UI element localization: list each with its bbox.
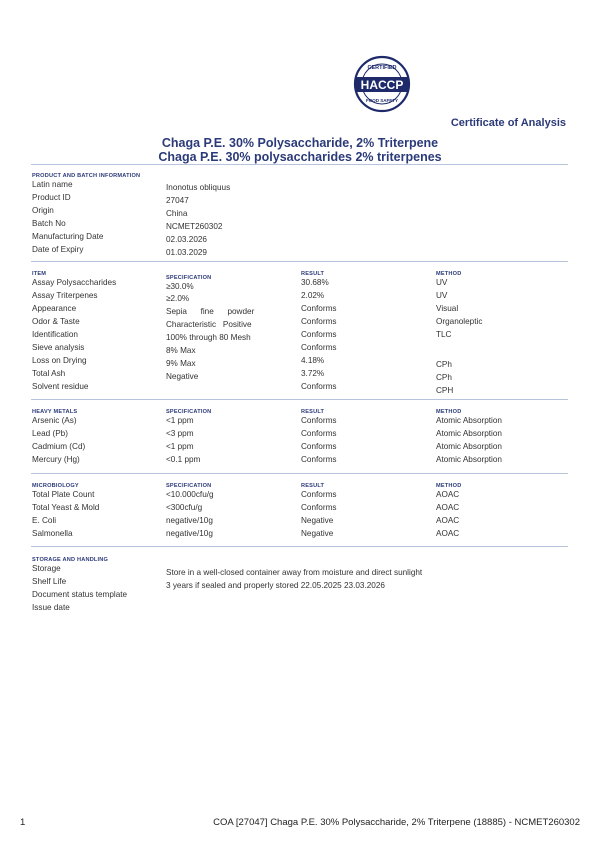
metal-result: Conforms — [301, 442, 337, 451]
spec-item: Sieve analysis — [32, 343, 85, 352]
spec-value: ≥2.0% — [166, 294, 190, 303]
batch-label: Product ID — [32, 193, 71, 202]
spec-result: Conforms — [301, 317, 337, 326]
batch-label: Origin — [32, 206, 54, 215]
logo-bottom-text: FOOD SAFETY — [365, 98, 399, 103]
spec-value: 100% through 80 Mesh — [166, 333, 251, 342]
col-header-method: METHOD — [436, 271, 462, 277]
micro-item: Total Yeast & Mold — [32, 503, 100, 512]
spec-method: UV — [436, 278, 448, 287]
spec-item: Appearance — [32, 304, 77, 313]
batch-value: 02.03.2026 — [166, 235, 207, 244]
batch-label: Batch No — [32, 219, 66, 228]
col-header-result: RESULT — [301, 409, 325, 415]
micro-method: AOAC — [436, 503, 460, 512]
spec-method: UV — [436, 291, 448, 300]
micro-spec: <10.000cfu/g — [166, 490, 214, 499]
micro-method: AOAC — [436, 490, 460, 499]
spec-item: Assay Triterpenes — [32, 291, 98, 300]
divider — [31, 164, 568, 165]
spec-item: Odor & Taste — [32, 317, 80, 326]
spec-item: Solvent residue — [32, 382, 89, 391]
micro-item: Salmonella — [32, 529, 73, 538]
batch-value: NCMET260302 — [166, 222, 223, 231]
col-header-result: RESULT — [301, 483, 325, 489]
metal-method: Atomic Absorption — [436, 455, 502, 464]
batch-value: Inonotus obliquus — [166, 183, 231, 192]
col-header-specification: SPECIFICATION — [166, 409, 212, 415]
spec-item: Total Ash — [32, 369, 66, 378]
spec-item: Assay Polysaccharides — [32, 278, 117, 287]
metal-method: Atomic Absorption — [436, 442, 502, 451]
micro-spec: negative/10g — [166, 529, 213, 538]
spec-result: Conforms — [301, 343, 337, 352]
metal-result: Conforms — [301, 416, 337, 425]
spec-result: Conforms — [301, 382, 337, 391]
col-header-method: METHOD — [436, 483, 462, 489]
storage-label: Storage — [32, 564, 61, 573]
metal-item: Arsenic (As) — [32, 416, 77, 425]
col-header-heavy-metals: HEAVY METALS — [32, 409, 78, 415]
spec-item: Identification — [32, 330, 78, 339]
micro-method: AOAC — [436, 529, 460, 538]
metal-spec: <1 ppm — [166, 442, 194, 451]
product-name-line-1: Chaga P.E. 30% Polysaccharide, 2% Triterpene — [161, 136, 439, 150]
spec-result: 30.68% — [301, 278, 329, 287]
spec-value: Negative — [166, 372, 199, 381]
col-header-item: ITEM — [32, 271, 47, 277]
divider — [31, 546, 568, 547]
micro-item: E. Coli — [32, 516, 57, 525]
metal-result: Conforms — [301, 455, 337, 464]
storage-value: Store in a well-closed container away from moisture and direct sunlight — [166, 568, 423, 577]
col-header-method: METHOD — [436, 409, 462, 415]
metal-method: Atomic Absorption — [436, 429, 502, 438]
spec-value: Characteristic Positive — [166, 320, 252, 329]
spec-method: TLC — [436, 330, 452, 339]
issue-date-label: Issue date — [32, 603, 70, 612]
spec-result: 4.18% — [301, 356, 325, 365]
metal-item: Lead (Pb) — [32, 429, 68, 438]
spec-method: Visual — [436, 304, 459, 313]
metal-spec: <1 ppm — [166, 416, 194, 425]
page-number: 1 — [20, 817, 26, 828]
spec-value: 8% Max — [166, 346, 196, 355]
micro-result: Negative — [301, 529, 334, 538]
spec-method: CPh — [436, 360, 452, 369]
batch-label: Date of Expiry — [32, 245, 84, 254]
col-header-result: RESULT — [301, 271, 325, 277]
spec-result: 2.02% — [301, 291, 325, 300]
spec-method: CPH — [436, 386, 454, 395]
micro-spec: negative/10g — [166, 516, 213, 525]
document-title: Certificate of Analysis — [450, 117, 566, 129]
spec-item: Loss on Drying — [32, 356, 87, 365]
batch-label: Latin name — [32, 180, 73, 189]
micro-method: AOAC — [436, 516, 460, 525]
haccp-logo — [353, 55, 411, 113]
metal-item: Mercury (Hg) — [32, 455, 80, 464]
footer-text: COA [27047] Chaga P.E. 30% Polysaccharide, 2% Triterpene (18885) - NCMET260302 — [213, 817, 580, 828]
metal-spec: <3 ppm — [166, 429, 194, 438]
document-status-label: Document status template — [32, 590, 128, 599]
spec-method: Organoleptic — [436, 317, 483, 326]
col-header-microbiology: MICROBIOLOGY — [32, 483, 79, 489]
micro-spec: <300cfu/g — [166, 503, 203, 512]
col-header-specification: SPECIFICATION — [166, 275, 212, 281]
metal-result: Conforms — [301, 429, 337, 438]
metal-spec: <0.1 ppm — [166, 455, 201, 464]
spec-method: CPh — [436, 373, 452, 382]
micro-result: Conforms — [301, 490, 337, 499]
shelf-life-label: Shelf Life — [32, 577, 67, 586]
micro-item: Total Plate Count — [32, 490, 95, 499]
batch-info-header: PRODUCT AND BATCH INFORMATION — [32, 173, 141, 179]
logo-main-text: HACCP — [360, 78, 404, 92]
storage-header: STORAGE AND HANDLING — [32, 557, 109, 563]
batch-value: 27047 — [166, 196, 189, 205]
micro-result: Conforms — [301, 503, 337, 512]
product-name-line-2: Chaga P.E. 30% polysaccharides 2% triterpenes — [158, 150, 442, 164]
col-header-specification: SPECIFICATION — [166, 483, 212, 489]
batch-value: China — [166, 209, 188, 218]
spec-value: ≥30.0% — [166, 282, 194, 291]
batch-value: 01.03.2029 — [166, 248, 207, 257]
spec-value: 9% Max — [166, 359, 196, 368]
spec-value: Sepia fine powder — [166, 307, 255, 316]
divider — [31, 399, 568, 400]
divider — [31, 261, 568, 262]
spec-result: Conforms — [301, 330, 337, 339]
spec-result: 3.72% — [301, 369, 325, 378]
shelf-life-value: 3 years if sealed and properly stored 22.05.2025 23.03.2026 — [166, 581, 385, 590]
logo-top-text: CERTIFIED — [367, 65, 397, 71]
micro-result: Negative — [301, 516, 334, 525]
batch-label: Manufacturing Date — [32, 232, 104, 241]
divider — [31, 473, 568, 474]
metal-method: Atomic Absorption — [436, 416, 502, 425]
spec-result: Conforms — [301, 304, 337, 313]
metal-item: Cadmium (Cd) — [32, 442, 86, 451]
